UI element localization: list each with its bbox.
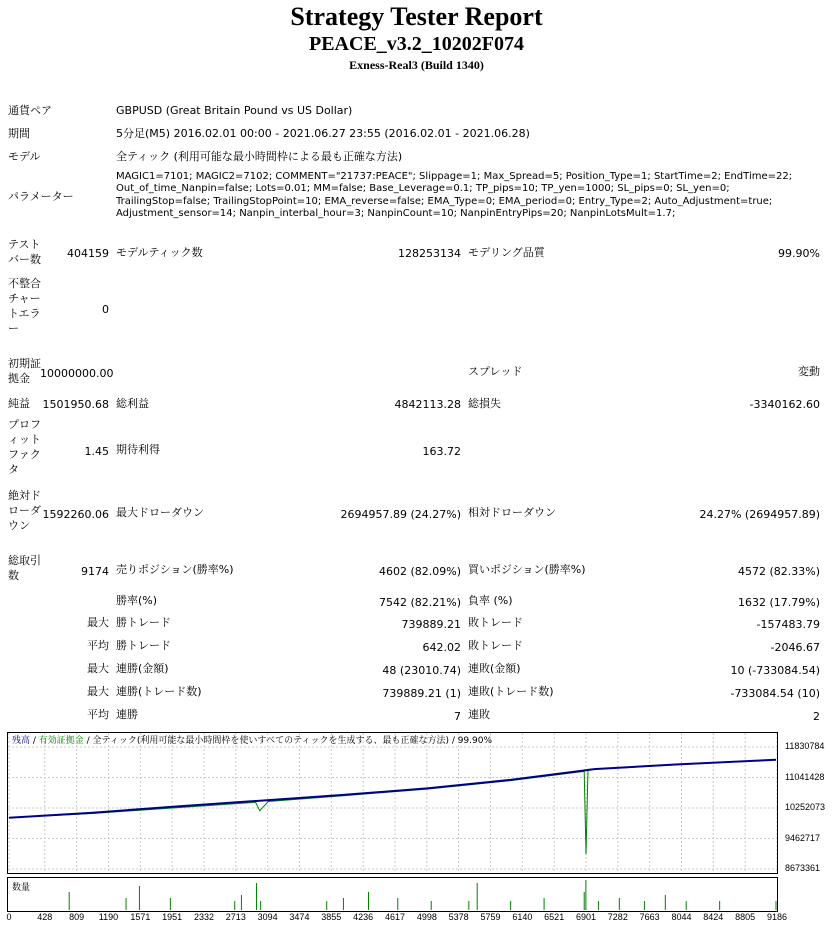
params-value: MAGIC1=7101; MAGIC2=7102; COMMENT="21737:PEACE"; Slippage=1; Max_Spread=5; Position_Type=1; StartTime=2; EndTime=22; Out_of_time_Nanpin=false; Lots=0.01; MM=false; Base_Leverage=0.1; TP_pips=10; TP_yen=1000; SL_pips=0; SL_yen=0; TrailingStop=false; TrailingStopPoint=10; EMA_reverse=false; EMA_Type=0; EMA_period=0; Entry_Type=2; Auto_Adjustment=true; Adjustment_sensor=14; Nanpin_interbal_hour=3; NanpinCount=10; NanpinEntryPips=20; NanpinLotsMult=1.7; xyxy=(116,171,793,220)
net-profit-label: 純益 xyxy=(8,397,30,410)
x-tick-label: 4617 xyxy=(384,912,406,922)
x-tick-label: 1951 xyxy=(162,912,183,922)
largest-win-label: 勝トレード xyxy=(116,616,171,629)
avg-cons-wins-label: 連勝 xyxy=(116,708,138,721)
largest-loss-value: -157483.79 xyxy=(756,618,820,631)
gross-loss-value: -3340162.60 xyxy=(749,398,820,411)
mismatch-value: 0 xyxy=(102,303,109,316)
chart-legend xyxy=(12,735,492,747)
avg-cons-losses-label: 連敗 xyxy=(468,708,490,721)
balance-chart-plot xyxy=(8,733,777,873)
x-tick-label: 809 xyxy=(69,912,85,922)
max-cons-wins-label: 連勝(金額) xyxy=(116,662,169,675)
mismatch-label: 不整合チャートエラー xyxy=(8,277,41,335)
deposit-label: 初期証拠金 xyxy=(8,357,41,385)
x-tick-label: 3855 xyxy=(321,912,342,922)
rel-drawdown-value: 24.27% (2694957.89) xyxy=(699,508,820,521)
abs-drawdown-label: 絶対ドローダウン xyxy=(8,489,41,532)
quality-value: 99.90% xyxy=(778,247,820,260)
x-tick-label: 0 xyxy=(6,912,12,922)
long-positions-value: 4572 (82.33%) xyxy=(737,565,820,578)
max-cons-loss-amount-value: -733084.54 (10) xyxy=(730,687,820,700)
symbol-value: GBPUSD (Great Britain Pound vs US Dollar) xyxy=(116,104,353,117)
avg-win-label: 勝トレード xyxy=(116,639,171,652)
model-value: 全ティック (利用可能な最小時間枠による最も正確な方法) xyxy=(116,150,403,163)
balance-series-line xyxy=(9,760,776,818)
params-label: パラメーター xyxy=(8,190,74,203)
long-positions-label: 買いポジション(勝率%) xyxy=(468,563,586,576)
x-tick-label: 8044 xyxy=(671,912,692,922)
ticks-value: 128253134 xyxy=(398,247,461,260)
loss-rate-value: 1632 (17.79%) xyxy=(737,596,820,609)
largest-loss-label: 敗トレード xyxy=(468,616,523,629)
profit-factor-value: 1.45 xyxy=(84,445,109,458)
x-tick-label: 3474 xyxy=(289,912,310,922)
ea-name: PEACE_v3.2_10202F074 xyxy=(309,33,524,55)
y-tick-label: 11041428 xyxy=(785,771,825,782)
max-cons-losses-value: 10 (-733084.54) xyxy=(730,664,820,677)
spread-value: 変動 xyxy=(798,365,820,378)
x-tick-label: 8424 xyxy=(703,912,724,922)
quality-label: モデリング品質 xyxy=(468,246,545,259)
max-word-2: 最大 xyxy=(87,662,109,675)
spread-label: スプレッド xyxy=(468,365,523,378)
total-trades-label: 総取引数 xyxy=(8,554,41,582)
server-build: Exness-Real3 (Build 1340) xyxy=(349,58,484,72)
max-cons-loss-amount-label: 連敗(トレード数) xyxy=(468,685,554,698)
y-tick-label: 10252073 xyxy=(785,802,826,812)
x-tick-label: 6521 xyxy=(544,912,565,922)
x-tick-label: 7282 xyxy=(607,912,628,922)
volume-chart-plot xyxy=(8,878,777,911)
equity-series-line xyxy=(9,760,776,855)
rel-drawdown-label: 相対ドローダウン xyxy=(468,506,556,519)
gross-loss-label: 総損失 xyxy=(468,397,501,410)
x-tick-label: 1190 xyxy=(98,912,119,922)
x-tick-label: 6140 xyxy=(512,912,533,922)
bars-label: テストバー数 xyxy=(8,238,41,266)
x-tick-label: 3094 xyxy=(257,912,278,922)
loss-rate-label: 負率 (%) xyxy=(468,594,513,607)
x-tick-label: 2332 xyxy=(193,912,214,922)
x-tick-label: 2713 xyxy=(225,912,246,922)
max-word-1: 最大 xyxy=(87,616,109,629)
legend-equity: 有効証拠金 xyxy=(38,736,84,746)
x-tick-label: 428 xyxy=(37,912,53,922)
y-tick-label: 8673361 xyxy=(785,863,821,873)
x-tick-label: 5759 xyxy=(480,912,501,922)
max-drawdown-value: 2694957.89 (24.27%) xyxy=(340,508,461,521)
max-cons-profit-label: 連勝(トレード数) xyxy=(116,685,202,698)
max-cons-wins-value: 48 (23010.74) xyxy=(382,664,461,677)
period-label: 期間 xyxy=(8,127,30,140)
abs-drawdown-value: 1592260.06 xyxy=(42,508,109,521)
max-cons-profit-value: 739889.21 (1) xyxy=(382,687,461,700)
avg-cons-losses-value: 2 xyxy=(813,710,820,723)
y-tick-label: 9462717 xyxy=(785,832,821,843)
x-tick-label: 8805 xyxy=(735,912,756,922)
volume-label: 数量 xyxy=(12,883,31,893)
model-label: モデル xyxy=(8,150,41,163)
x-tick-label: 7663 xyxy=(639,912,660,922)
avg-word-2: 平均 xyxy=(87,708,109,721)
gross-profit-value: 4842113.28 xyxy=(394,398,461,411)
total-trades-value: 9174 xyxy=(81,565,109,578)
net-profit-value: 1501950.68 xyxy=(42,398,109,411)
expected-payoff-label: 期待利得 xyxy=(116,443,160,456)
win-rate-label: 勝率(%) xyxy=(116,594,158,607)
deposit-value: 10000000.00 xyxy=(40,367,114,380)
bars-value: 404159 xyxy=(67,247,109,260)
x-tick-label: 4998 xyxy=(416,912,437,922)
ticks-label: モデルティック数 xyxy=(116,246,203,259)
gross-profit-label: 総利益 xyxy=(116,397,149,410)
x-tick-label: 5378 xyxy=(448,912,469,922)
avg-loss-label: 敗トレード xyxy=(468,639,523,652)
legend-description: / 全ティック(利用可能な最小時間枠を使いすべてのティックを生成する、最も正確な方法) / 99.90% xyxy=(83,736,493,746)
x-tick-label: 6901 xyxy=(575,912,596,922)
legend-balance: 残高 xyxy=(12,736,31,746)
max-drawdown-label: 最大ドローダウン xyxy=(116,506,204,519)
largest-win-value: 739889.21 xyxy=(401,618,461,631)
legend-separator: / xyxy=(30,736,39,746)
x-tick-label: 9186 xyxy=(766,912,788,922)
volume-chart xyxy=(7,877,778,912)
avg-cons-wins-value: 7 xyxy=(454,710,461,723)
max-cons-losses-label: 連敗(金額) xyxy=(468,662,521,675)
y-tick-label: 11830784 xyxy=(785,741,825,751)
win-rate-value: 7542 (82.21%) xyxy=(378,596,461,609)
profit-factor-label: プロフィットファクタ xyxy=(8,418,41,476)
avg-word-1: 平均 xyxy=(87,639,109,652)
x-tick-label: 4236 xyxy=(353,912,374,922)
avg-loss-value: -2046.67 xyxy=(770,641,820,654)
period-value: 5分足(M5) 2016.02.01 00:00 - 2021.06.27 23:55 (2016.02.01 - 2021.06.28) xyxy=(116,127,530,140)
report-title: Strategy Tester Report xyxy=(290,2,543,31)
avg-win-value: 642.02 xyxy=(422,641,461,654)
short-positions-value: 4602 (82.09%) xyxy=(378,565,461,578)
symbol-label: 通貨ペア xyxy=(8,104,52,117)
short-positions-label: 売りポジション(勝率%) xyxy=(116,563,234,576)
balance-chart xyxy=(7,732,778,874)
expected-payoff-value: 163.72 xyxy=(422,445,461,458)
max-word-3: 最大 xyxy=(87,685,109,698)
x-tick-label: 1571 xyxy=(130,912,151,922)
